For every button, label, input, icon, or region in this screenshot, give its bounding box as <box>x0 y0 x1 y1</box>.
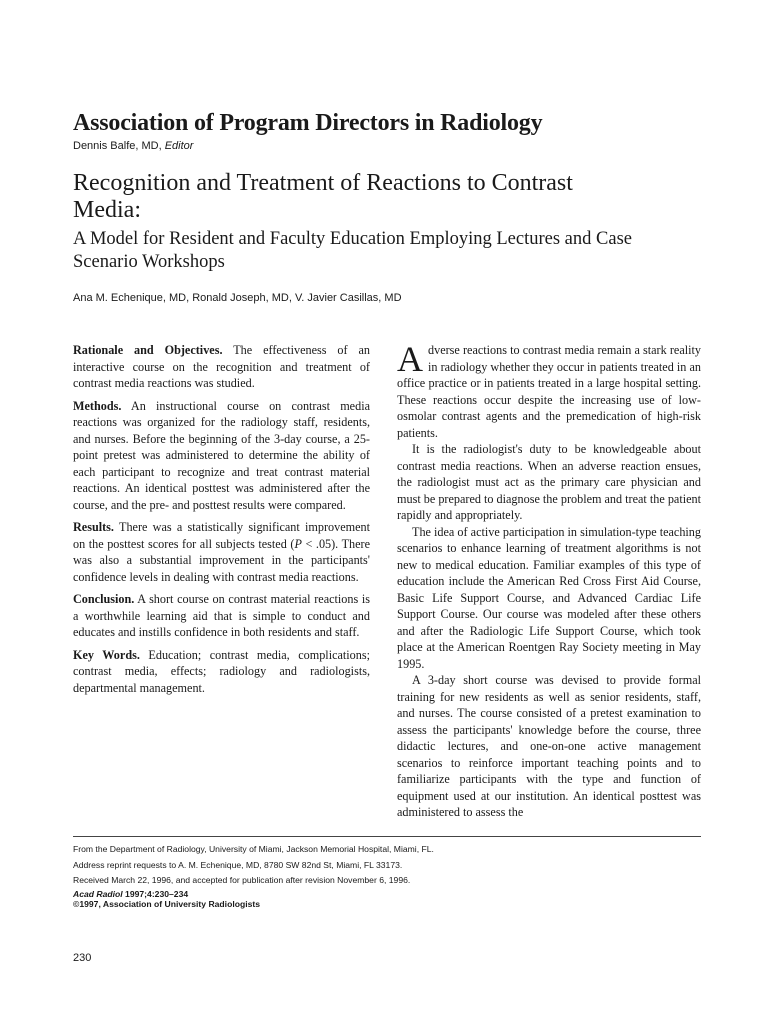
abstract-results <box>73 519 370 585</box>
results-label: Results. <box>73 520 114 534</box>
abstract-rationale <box>73 342 370 392</box>
keywords-label: Key Words. <box>73 647 140 662</box>
footnote-received: Received March 22, 1996, and accepted for publication after revision November 6, 1996. <box>73 875 411 885</box>
drop-cap: A <box>397 339 423 379</box>
body-paragraph-1 <box>397 339 701 441</box>
editor-role: Editor <box>164 140 194 152</box>
footnote-copyright: ©1997, Association of University Radiologists <box>73 899 261 909</box>
methods-text: An instructional course on contrast media reactions was organized for the radiology staff, residents, and nurses. Before the beginning of the 3-day course, a 25-point pretest was administered to determine the ability of each participant to recognize and treat contrast material reactions. An identical posttest was administered after the course, and the pre- and posttest results were compared. <box>73 398 370 512</box>
methods-label: Methods. <box>73 398 122 413</box>
abstract-methods <box>73 398 370 514</box>
results-text-1: There was a statistically significant improvement on the posttest scores for all subjects tested ( <box>73 520 370 551</box>
page-number: 230 <box>73 952 92 964</box>
rationale-label: Rationale and Objectives. <box>73 343 223 357</box>
article-subtitle: A Model for Resident and Faculty Education Employing Lectures and Case Scenario Workshops <box>73 229 632 272</box>
citation-details: 1997;4:230–234 <box>122 888 189 899</box>
section-header: Association of Program Directors in Radiology <box>73 110 543 136</box>
editor-name: Dennis Balfe, MD, <box>73 140 165 152</box>
rationale-text: The effectiveness of an interactive course on the recognition and treatment of contrast media reactions was studied. <box>73 343 371 390</box>
footnotes <box>73 842 701 910</box>
abstract-conclusion <box>73 591 370 641</box>
author-list: Ana M. Echenique, MD, Ronald Joseph, MD, V. Javier Casillas, MD <box>73 292 402 304</box>
results-p-value: P <box>294 536 302 551</box>
conclusion-text: A short course on contrast material reactions is a worthwhile learning aid that is simple to conduct and educates and instills confidence in both residents and staff. <box>73 592 370 639</box>
body-paragraph-3: The idea of active participation in simulation-type teaching scenarios to enhance learning of treatment algorithms is not new to medical education. Familiar examples of this type of education include the American Red Cross First Aid Course, Basic Life Support Course, and Advanced Cardiac Life Support Course. Our course was modeled after these others and after the Radiologic Life Support Course, which took place at the American Roentgen Ray Society meeting in May 1995. <box>397 524 701 671</box>
article-title: Recognition and Treatment of Reactions to Contrast Media: <box>73 170 573 223</box>
body-paragraph-1-text: dverse reactions to contrast media remain a stark reality in radiology whether they occur in patients treated in an office practice or in patients treated in a large hospital setting. These reactions occur despite the increasing use of low-osmolar contrast agents and the premedication of high-risk patients. <box>397 343 701 440</box>
footnote-divider <box>73 836 701 837</box>
abstract-keywords <box>73 647 370 697</box>
body-paragraph-4: A 3-day short course was devised to provide formal training for new residents as well as senior residents, staff, and nurses. The course consisted of a pretest examination to assess the participants' knowledge before the course, three didactic lectures, and one-on-one active management scenarios to reinforce important teaching points and to familiarize participants with the type and function of equipment used at our institution. An identical posttest was administered to assess the <box>397 673 701 819</box>
footnote-affiliation: From the Department of Radiology, University of Miami, Jackson Memorial Hospital, Miami, FL. <box>73 844 434 854</box>
conclusion-label: Conclusion. <box>73 592 135 606</box>
keywords-text: Education; contrast media, complications; contrast media, effects; radiology and radiologists, departmental management. <box>73 647 370 695</box>
title-block <box>73 170 633 274</box>
body-column <box>397 339 701 821</box>
editor-line <box>73 140 193 152</box>
footnote-citation <box>73 889 701 900</box>
abstract-column <box>73 342 370 702</box>
results-text-2: < .05). There was also a substantial improvement in the participants' confidence levels in dealing with contrast media reactions. <box>73 536 370 584</box>
footnote-reprint: Address reprint requests to A. M. Echenique, MD, 8780 SW 82nd St, Miami, FL 33173. <box>73 859 403 870</box>
body-paragraph-2: It is the radiologist's duty to be knowledgeable about contrast media reactions. When an adverse reaction ensues, the radiologist must act as the primary care physician and must be prepared to diagnose the problem and treat the patient rapidly and appropriately. <box>397 442 701 522</box>
journal-name: Acad Radiol <box>73 888 123 899</box>
